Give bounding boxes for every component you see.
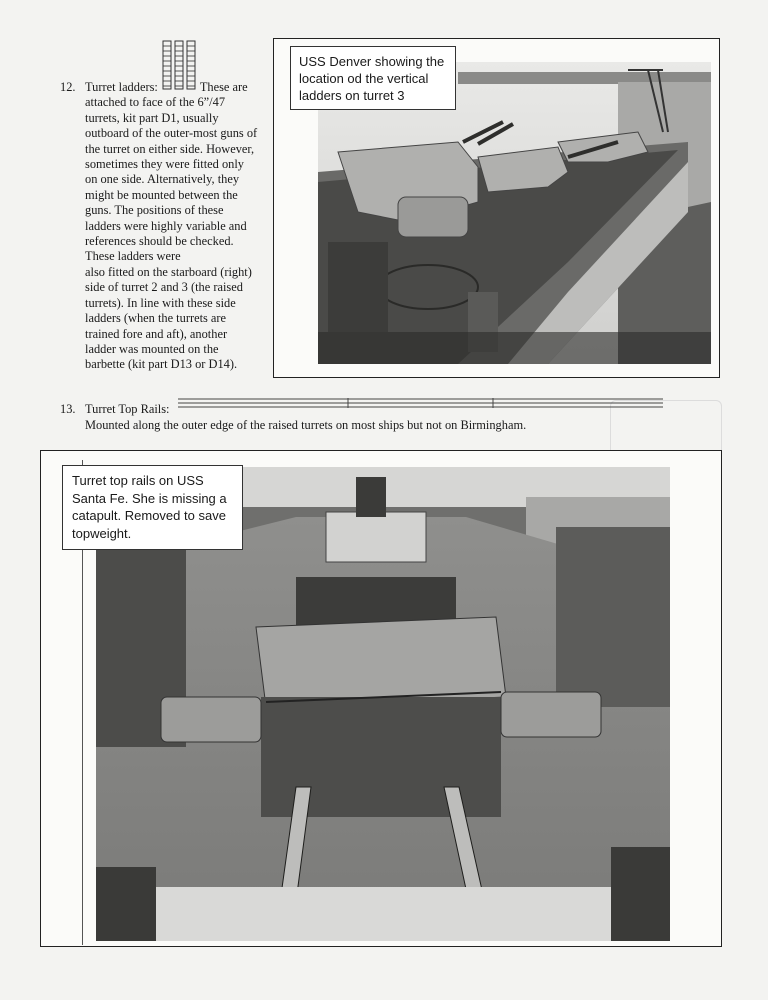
text-line: on one side. Alternatively, they (85, 172, 240, 187)
item-number: 12. (60, 80, 76, 94)
item-number: 13. (60, 402, 76, 416)
text-line: ladder was mounted on the (85, 341, 219, 356)
caption-bottom: Turret top rails on USS Santa Fe. She is missing a catapult. Removed to save topweight. (62, 465, 243, 550)
item-title: Turret Top Rails: (85, 402, 170, 416)
text-line: side of turret 2 and 3 (the raised (85, 280, 243, 295)
item-13-body: Mounted along the outer edge of the raised turrets on most ships but not on Birmingham. (85, 418, 527, 432)
text-line: also fitted on the starboard (right) (85, 264, 252, 279)
text-line: turrets). In line with these side (85, 295, 236, 310)
text-line: the turret on either side. However, (85, 141, 255, 156)
text-line: These ladders were (85, 249, 181, 264)
caption-top: USS Denver showing the location od the vertical ladders on turret 3 (290, 46, 456, 110)
text-line: attached to face of the 6”/47 (85, 95, 226, 110)
text-line: turrets, kit part D1, usually (85, 110, 219, 125)
item-12-text (60, 80, 265, 373)
item-13-heading (60, 402, 170, 417)
text-line: barbette (kit part D13 or D14). (85, 357, 238, 372)
item-12-body (60, 95, 265, 372)
text-line: trained fore and aft), another (85, 326, 228, 341)
item-title: Turret ladders: (85, 80, 158, 94)
text-line: outboard of the outer-most guns of (85, 126, 258, 141)
item-title-after: These are (199, 80, 248, 94)
text-line: might be mounted between the (85, 187, 238, 202)
text-line: ladders were highly variable and (85, 218, 247, 233)
text-line: guns. The positions of these (85, 203, 224, 218)
text-line: references should be checked. (85, 234, 234, 249)
text-line: sometimes they were fitted only (85, 157, 244, 172)
rails-icon (178, 396, 663, 410)
text-line: ladders (when the turrets are (85, 311, 227, 326)
